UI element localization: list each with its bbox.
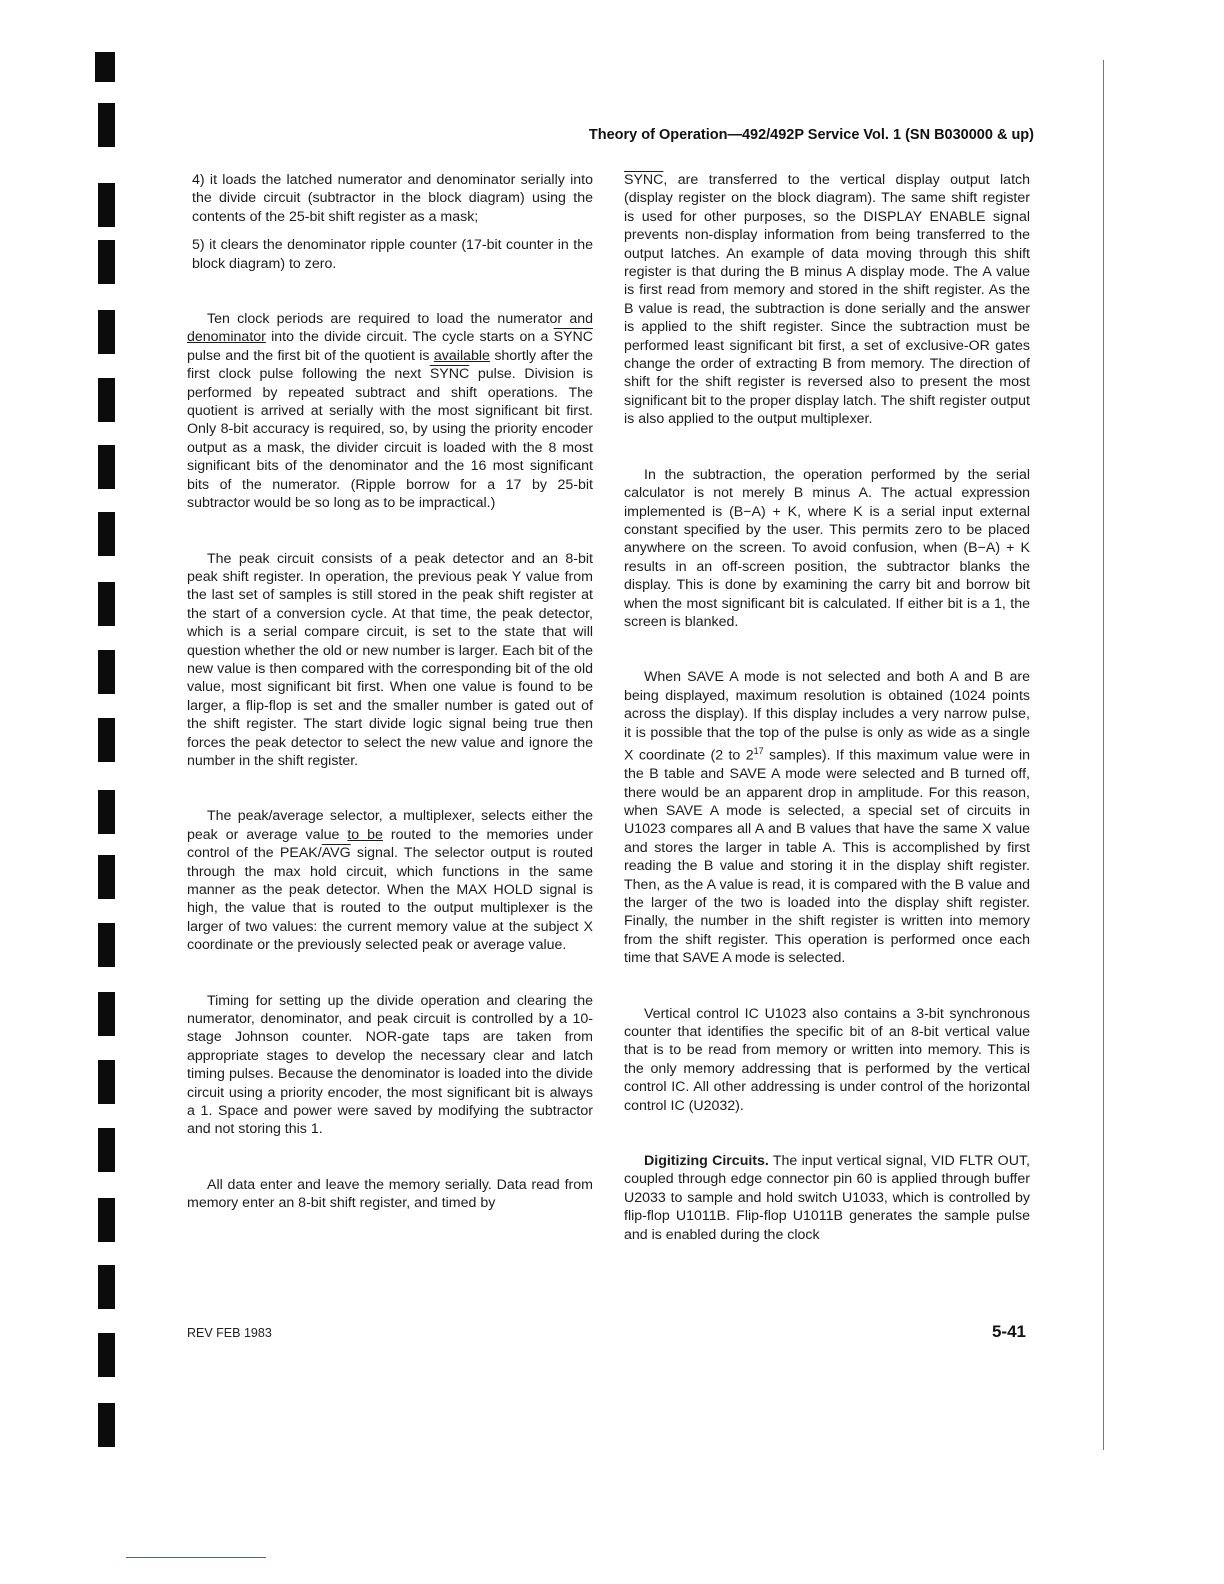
- paragraph-timing: Timing for setting up the divide operation and clearing the numerator, denominator, and peak circuit is controlled by a 10-stage Johnson counter. NOR-gate taps are taken from appropriate stages to develop the necessary clear and latch timing pulses. Because the denominator is loaded into the divide circuit using a priority encoder, the most significant bit is always a 1. Space and power were saved by modifying the subtractor and not storing this 1.: [187, 992, 593, 1138]
- text-run: When SAVE A mode is not selected and both A and B are being displayed, maximum resolution is obtained (1024 points across the display). If this display includes a very narrow pulse, it is possible that the top of the pulse is only as wide as a single X coordinate (2 to 2: [624, 669, 1030, 764]
- paragraph-subtraction: In the subtraction, the operation performed by the serial calculator is not merely B minus A. The actual expression implemented is (B−A) + K, where K is a serial input external constant specified by the user. This permits zero to be placed anywhere on the screen. To avoid confusion, when (B−A) + K results in an off-screen position, the subtractor blanks the display. This is done by examining the carry bit and borrow bit when the most significant bit is calculated. If either bit is a 1, the screen is blanked.: [624, 466, 1030, 630]
- binder-mark: [98, 445, 115, 489]
- binder-mark: [98, 1198, 115, 1242]
- paragraph-save-a: [624, 668, 1030, 967]
- left-column: [187, 171, 593, 1213]
- text-run: samples). If this maximum value were in the B table and SAVE A mode were selected and B turned off, there would be an apparent drop in amplitude. For this reason, when SAVE A mode is selected, a special set of circuits in U1023 compares all A and B values that have the same X value and stores the larger in table A. This is accomplished by first reading the B value and storing it in the display shift register. Then, as the A value is read, it is compared with the B value and the larger of the two is loaded into the display shift register. Finally, the number in the shift register is written into memory from the shift register. This operation is performed once each time that SAVE A mode is selected.: [624, 747, 1030, 967]
- paragraph-vertical-control: Vertical control IC U1023 also contains a 3-bit synchronous counter that identifies the specific bit of an 8-bit vertical value that is to be read from memory or written into memory. This is the only memory addressing that is performed by the vertical control IC. All other addressing is under control of the horizontal control IC (U2032).: [624, 1005, 1030, 1114]
- binder-mark: [95, 52, 115, 82]
- text-run: The peak/average selector, a multiplexer, selects either the peak or average value: [187, 808, 593, 843]
- right-column: [624, 171, 1030, 1244]
- binder-mark: [98, 923, 115, 967]
- text-run: shortly after the first clock pulse following the next: [187, 347, 593, 383]
- binder-mark: [98, 718, 115, 762]
- binder-mark: [98, 650, 115, 694]
- page-number: 5-41: [991, 1322, 1026, 1341]
- page-header: Theory of Operation—492/492P Service Vol. 1 (SN B030000 & up): [588, 127, 1034, 143]
- exponent: 17: [753, 745, 764, 756]
- binder-mark: [98, 1060, 115, 1104]
- binder-mark: [98, 1333, 115, 1377]
- binder-mark: [98, 240, 115, 284]
- paragraph-data: All data enter and leave the memory serially. Data read from memory enter an 8-bit shift register, and timed by: [187, 1176, 593, 1212]
- text-run: signal. The selector output is routed through the max hold circuit, which functions in the same manner as the peak detector. When the MAX HOLD signal is high, the value that is routed to the output multiplexer is the larger of two values: the current memory value at the subject X coordinate or the previously selected peak or average value.: [187, 845, 593, 954]
- paragraph-digitizing: [624, 1152, 1030, 1244]
- sync-signal: SYNC: [624, 172, 664, 188]
- binder-mark: [98, 1265, 115, 1309]
- binder-mark: [98, 512, 115, 556]
- binder-mark: [98, 582, 115, 626]
- right-edge-line: [1103, 60, 1104, 1450]
- binder-mark: [98, 855, 115, 899]
- section-heading: Digitizing Circuits.: [644, 1153, 769, 1170]
- underlined-word: denominator: [187, 329, 266, 346]
- binder-mark: [98, 183, 115, 227]
- text-run: pulse and the first bit of the quotient is: [187, 347, 434, 364]
- text-run: into the divide circuit. The cycle starts on a: [265, 329, 554, 346]
- underlined-word: available: [433, 347, 490, 364]
- binder-edge-marks: [93, 0, 137, 1584]
- binder-mark: [98, 992, 115, 1036]
- revision-date: REV FEB 1983: [187, 1326, 272, 1340]
- avg-signal: $\overline{AVG}$: [321, 845, 351, 862]
- paragraph-divide: [187, 310, 593, 512]
- binder-mark: [98, 1128, 115, 1172]
- text-run: The input vertical signal, VID FLTR OUT, coupled through edge connector pin 60 is applied through buffer U2033 to sample and hold switch U1033, which is controlled by flip-flop U1011B. Flip-flop U1011B generates the sample pulse and is enabled during the clock: [624, 1153, 1030, 1243]
- text-run: , are transferred to the vertical display output latch (display register on the block diagram). The same shift register is used for other purposes, so the DISPLAY ENABLE signal prevents non-display information from being transferred to the output latches. An example of data moving through this shift register is that during the B minus A display mode. The A value is first read from memory and stored in the shift register. As the B value is read, the subtraction is done serially and the answer is applied to the shift register. Since the subtraction must be performed least significant bit first, a set of exclusive-OR gates change the order of extracting B from memory. The direction of shift for the shift register is reversed also to present the most significant bit to the proper display latch. The shift register output is also applied to the output multiplexer.: [624, 172, 1030, 428]
- text-run: Ten clock periods are required to load the numerator and: [207, 311, 593, 328]
- list-item-4: 4) it loads the latched numerator and denominator serially into the divide circuit (subtractor in the block diagram) using the contents of the 25-bit shift register as a mask;: [192, 172, 593, 225]
- text-run: pulse. Division is performed by repeated subtract and shift operations. The quotient is arrived at serially with the most significant bit first. Only 8-bit accuracy is required, so, by using the priority encoder output as a mask, the divider circuit is loaded with the 8 most significant bits of the denominator and the 16 most significant bits of the numerator. (Ripple borrow for a 17 by 25-bit subtractor would be so long as to be impractical.): [187, 366, 593, 512]
- sync-signal: SYNC: [553, 329, 593, 346]
- binder-mark: [98, 310, 115, 354]
- paragraph-sync: [624, 171, 1030, 429]
- binder-mark: [98, 103, 115, 147]
- sync-signal: SYNC: [429, 366, 470, 383]
- list-item-5: 5) it clears the denominator ripple counter (17-bit counter in the block diagram) to zero.: [192, 237, 593, 272]
- binder-mark: [98, 790, 115, 834]
- bottom-link-underline: [126, 1557, 266, 1558]
- paragraph-peak: The peak circuit consists of a peak detector and an 8-bit peak shift register. In operation, the previous peak Y value from the last set of samples is still stored in the peak shift register at the start of a conversion cycle. At that time, the peak detector, which is a serial compare circuit, is set to the state that will question whether the old or new number is larger. Each bit of the new value is then compared with the corresponding bit of the old value, most significant bit first. When one value is found to be larger, a flip-flop is set and the smaller number is gated out of the shift register. The start divide logic signal being true then forces the peak detector to select the new value and ignore the number in the shift register.: [187, 550, 593, 769]
- paragraph-selector: [187, 807, 593, 954]
- underlined-word: to be: [347, 826, 383, 843]
- binder-mark: [98, 378, 115, 422]
- binder-mark: [98, 1403, 115, 1447]
- text-run: routed to the memories under control of the PEAK/: [187, 826, 593, 862]
